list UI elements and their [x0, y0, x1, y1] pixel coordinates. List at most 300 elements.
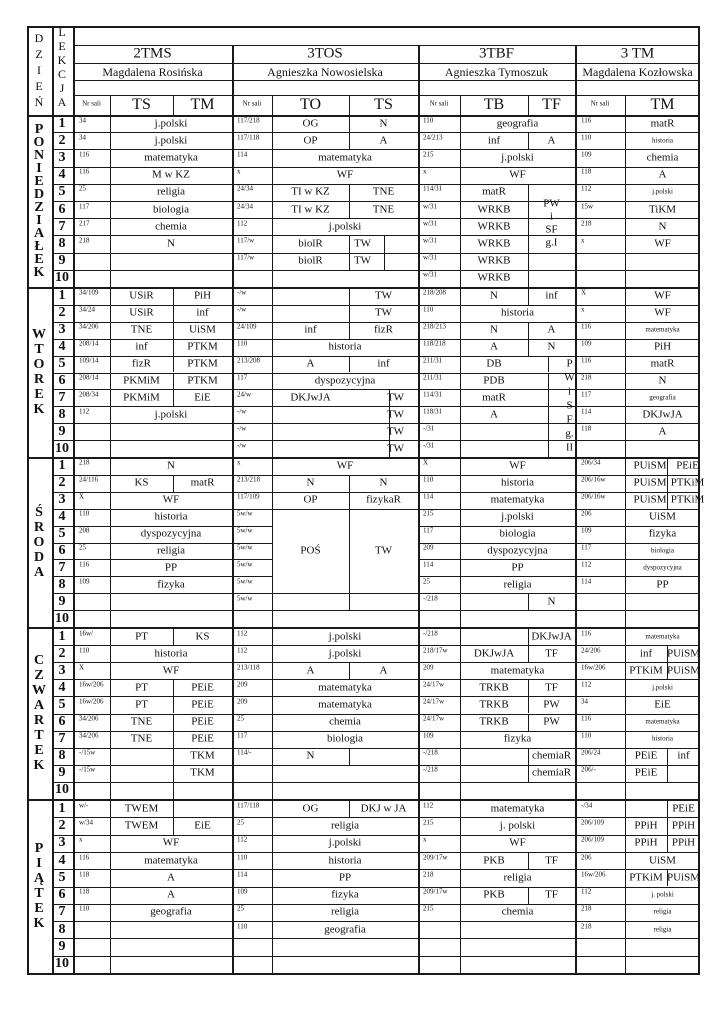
group-split — [173, 731, 174, 748]
subject: PUiSM — [666, 664, 701, 677]
day-letter: D — [33, 549, 45, 565]
subject: N — [547, 595, 556, 608]
subject: matematyka — [645, 717, 680, 726]
day-letter: I — [36, 856, 42, 871]
subject: TNE — [372, 203, 395, 216]
group-split — [173, 696, 174, 713]
lesson-number: 5 — [58, 696, 66, 712]
subject: matR — [482, 185, 506, 198]
subject: biolR — [298, 254, 323, 267]
group-separator — [528, 95, 529, 115]
room-number: x — [237, 167, 241, 176]
room-number: 116 — [581, 322, 592, 331]
subject: inf — [487, 134, 501, 147]
group-split — [528, 748, 529, 765]
subject: PW — [543, 715, 560, 728]
day-letter: E — [34, 743, 44, 758]
subject: TiKM — [648, 203, 677, 216]
subject: fizykaR — [366, 493, 401, 506]
lesson-number: 3 — [58, 835, 66, 851]
day-letter: E — [34, 387, 44, 402]
subject: j.polski — [652, 187, 673, 196]
room-number: 218 — [581, 922, 592, 931]
row-line — [52, 440, 700, 441]
row-line — [52, 731, 700, 732]
subject: PTKiM — [670, 493, 705, 506]
room-number: 110 — [581, 731, 592, 740]
room-number: 112 — [581, 560, 592, 569]
subject: j. polski — [499, 819, 536, 832]
lesson-number: 10 — [55, 270, 69, 286]
group-split — [528, 288, 529, 305]
group-split — [528, 235, 529, 252]
group-separator — [460, 95, 461, 115]
day-letter: K — [33, 758, 45, 773]
subject: j.polski — [328, 647, 362, 660]
subject: PP — [656, 578, 669, 591]
subject: OP — [303, 134, 318, 147]
subject: dyspozycyjna — [314, 374, 376, 387]
subject: PPiH — [634, 836, 658, 849]
subject: UiSM — [649, 854, 676, 867]
subject: WRKB — [477, 237, 511, 250]
subject: PTKiM — [629, 664, 663, 677]
subject: WF — [654, 289, 671, 302]
room-number: 209/17w — [423, 853, 448, 862]
subject: matematyka — [645, 632, 680, 641]
row-line — [52, 184, 700, 185]
room-number: 34/206 — [79, 714, 99, 723]
room-number: 25 — [237, 714, 244, 723]
lesson-number: 4 — [58, 167, 66, 183]
subject: PEiE — [634, 766, 658, 779]
room-number: 5w/w — [237, 543, 253, 552]
group-split — [349, 322, 350, 339]
subject: EiE — [194, 819, 211, 832]
day-letter: A — [33, 564, 45, 580]
subject: TW — [386, 391, 405, 404]
room-number: 118 — [79, 870, 90, 879]
column-line — [625, 800, 626, 973]
room-number: 109 — [423, 731, 434, 740]
room-label: Nr sali — [429, 99, 449, 108]
column-line — [418, 628, 420, 799]
subject: N — [547, 340, 556, 353]
group-split — [528, 253, 529, 270]
day-separator — [27, 799, 700, 801]
subject: PEiE — [191, 681, 214, 694]
room-number: 34/109 — [79, 288, 99, 297]
room-number: 110 — [237, 922, 248, 931]
row-line — [52, 765, 700, 766]
group-label: TF — [542, 96, 561, 113]
room-number: 114 — [237, 150, 248, 159]
group-split — [667, 817, 668, 834]
subject: N — [306, 476, 315, 489]
vertical-label: P — [566, 357, 573, 370]
lesson-number: 6 — [58, 542, 66, 558]
room-number: -/218 — [423, 594, 438, 603]
day-letter: O — [33, 134, 45, 150]
column-line — [460, 628, 461, 799]
subject: PT — [135, 681, 148, 694]
frame-top — [27, 26, 700, 28]
group-split — [667, 492, 668, 509]
room-number: 24/34 — [237, 202, 253, 211]
subject: fizyka — [648, 527, 677, 540]
lesson-number: 5 — [58, 184, 66, 200]
subject: PT — [135, 630, 148, 643]
subject: WRKB — [477, 271, 511, 284]
subject: TW — [353, 237, 372, 250]
group-split — [528, 593, 529, 610]
day-letter: I — [36, 212, 42, 228]
room-number: -/w — [237, 288, 247, 297]
subject: N — [379, 117, 388, 130]
day-letter: Z — [34, 668, 44, 683]
room-number: 112 — [581, 184, 592, 193]
group-separator — [625, 95, 626, 115]
day-letter: R — [33, 519, 45, 535]
column-line — [418, 288, 420, 457]
row-line — [52, 938, 700, 939]
subject: PEiE — [191, 732, 214, 745]
subject: dyspozycyjna — [487, 544, 548, 557]
room-number: x — [581, 236, 585, 245]
column-line — [232, 800, 234, 973]
subject: A — [306, 664, 315, 677]
group-split — [528, 322, 529, 339]
lesson-number: 9 — [58, 765, 66, 781]
subject: matematyka — [144, 854, 198, 867]
subject: N — [658, 374, 667, 387]
room-number: 109/14 — [79, 356, 99, 365]
room-number: 117 — [79, 202, 90, 211]
subject: religia — [156, 185, 186, 198]
room-number: 5w/w — [237, 560, 253, 569]
group-split — [528, 270, 529, 287]
subject: USiR — [129, 289, 154, 302]
room-number: 114 — [423, 492, 434, 501]
column-line — [460, 800, 461, 973]
subject: religia — [653, 925, 672, 934]
vertical-label: S — [566, 399, 573, 412]
room-number: 118 — [581, 167, 592, 176]
room-number: -/w — [237, 441, 247, 450]
subject: PEiE — [634, 749, 658, 762]
column-line — [575, 628, 577, 799]
room-number: 208 — [79, 526, 90, 535]
lesson-number: 2 — [58, 817, 66, 833]
room-number: 209/17w — [423, 887, 448, 896]
room-number: 215 — [423, 509, 434, 518]
subject: WRKB — [477, 254, 511, 267]
subject: religia — [330, 905, 360, 918]
room-number: 24/w — [237, 390, 251, 399]
room-number: -/w — [237, 424, 247, 433]
dzien-letter: E — [35, 79, 43, 93]
room-number: 211/31 — [423, 373, 443, 382]
room-number: 206/16w — [581, 475, 606, 484]
room-number: w/31 — [423, 270, 437, 279]
lesson-number: 4 — [58, 679, 66, 695]
subject: PiH — [653, 340, 672, 353]
lesson-number: 6 — [58, 887, 66, 903]
room-number: 218/213 — [423, 322, 446, 331]
subject: WF — [509, 168, 526, 181]
room-number: 209 — [237, 680, 248, 689]
row-line — [52, 406, 700, 407]
subject: PKB — [483, 854, 505, 867]
class-separator — [232, 45, 234, 115]
room-label: Nr sali — [82, 99, 101, 108]
subject: PKMiM — [123, 391, 160, 404]
day-letter: N — [33, 147, 45, 163]
subject: WRKB — [477, 220, 511, 233]
dzien-letter: I — [37, 63, 41, 77]
group-split — [667, 475, 668, 492]
subject: PW — [543, 698, 560, 711]
subject: matR — [650, 357, 675, 370]
lesson-number: 1 — [58, 458, 66, 474]
group-label: TM — [650, 96, 675, 113]
row-line — [52, 373, 700, 374]
room-number: 215 — [423, 150, 434, 159]
column-line — [418, 115, 420, 287]
subject: TRKB — [479, 681, 509, 694]
room-number: 213/218 — [237, 475, 260, 484]
day-letter: Ł — [34, 238, 44, 254]
room-number: 34/206 — [79, 322, 99, 331]
day-letter: T — [34, 728, 44, 743]
group-split — [528, 184, 529, 201]
row-line — [52, 339, 700, 340]
room-number: 215 — [423, 818, 434, 827]
header-line-2 — [73, 63, 700, 64]
group-split — [173, 714, 174, 731]
lesson-number: 10 — [55, 610, 69, 626]
lesson-number: 6 — [58, 201, 66, 217]
subject: biologia — [499, 527, 536, 540]
room-number: 206 — [581, 853, 592, 862]
group-separator — [349, 95, 350, 115]
subject: fizR — [374, 323, 393, 336]
room-number: 117/w — [237, 236, 255, 245]
vertical-label: g. — [565, 427, 574, 440]
room-number: w/31 — [423, 253, 437, 262]
day-letter: K — [33, 916, 45, 931]
lesson-number: 7 — [58, 218, 66, 234]
vertical-label: i — [549, 210, 554, 223]
column-line — [460, 115, 461, 287]
subject: WF — [509, 459, 526, 472]
lekcja-letter: K — [57, 53, 67, 67]
group-label: TB — [483, 96, 505, 113]
group-split — [667, 835, 668, 852]
subject: geografia — [150, 905, 192, 918]
column-line — [575, 115, 577, 287]
row-line — [52, 679, 700, 680]
subject: inf — [639, 647, 653, 660]
subject: N — [658, 220, 667, 233]
lesson-number: 2 — [58, 305, 66, 321]
subject: PUiSM — [633, 493, 667, 506]
subject: PUiSM — [666, 871, 701, 884]
subject: fizyka — [331, 888, 359, 901]
column-line — [625, 628, 626, 799]
lekcja-letter: E — [58, 39, 66, 53]
group-split — [349, 253, 350, 270]
room-number: -/31 — [423, 441, 435, 450]
day-letter: W — [32, 683, 46, 698]
group-split — [528, 628, 529, 645]
room-number: 112 — [237, 629, 248, 638]
subject: TRKB — [479, 715, 509, 728]
subject: PTKM — [187, 374, 218, 387]
room-number: X — [581, 288, 587, 297]
row-line — [52, 201, 700, 202]
subject: PUiSM — [666, 647, 701, 660]
day-letter: E — [34, 173, 44, 189]
room-number: 34/24 — [79, 305, 95, 314]
subject: biologia — [152, 203, 190, 216]
group-label: TM — [190, 96, 215, 113]
group-label: TS — [374, 96, 393, 113]
subject: fizyka — [157, 578, 185, 591]
group-split — [528, 645, 529, 662]
room-number: 117 — [423, 526, 434, 535]
subject: WF — [509, 836, 526, 849]
room-number: 116 — [581, 116, 592, 125]
subject: UiSM — [189, 323, 216, 336]
row-line — [52, 149, 700, 150]
day-letter: I — [36, 160, 42, 176]
group-split — [173, 782, 174, 799]
subject: WF — [654, 237, 671, 250]
column-line — [575, 288, 577, 457]
lesson-number: 2 — [58, 645, 66, 661]
subject: dyspozycyjna — [643, 563, 682, 572]
room-number: 118 — [79, 887, 90, 896]
lekcja-letter: C — [57, 67, 67, 81]
group-split — [173, 356, 174, 373]
room-number: 25 — [423, 577, 430, 586]
row-line — [52, 322, 700, 323]
group-split — [548, 389, 549, 406]
subject: matematyka — [490, 802, 545, 815]
subject: chemiaR — [531, 749, 572, 762]
subject: USiR — [129, 306, 154, 319]
subject: geografia — [649, 393, 676, 402]
room-number: 218 — [581, 219, 592, 228]
lesson-number: 7 — [58, 731, 66, 747]
row-line — [52, 305, 700, 306]
subject: j.polski — [501, 151, 534, 164]
group-split — [173, 628, 174, 645]
subject: N — [379, 476, 388, 489]
lesson-number: 4 — [58, 339, 66, 355]
subject: matematyka — [645, 325, 680, 334]
subject: WF — [654, 306, 671, 319]
lesson-number: 7 — [58, 559, 66, 575]
room-number: 116 — [79, 167, 90, 176]
room-number: -/w — [237, 305, 247, 314]
room-number: 34 — [581, 697, 588, 706]
room-number: 109 — [237, 887, 248, 896]
room-number: 114/- — [237, 748, 252, 757]
room-number: 16w/206 — [581, 870, 606, 879]
column-line — [110, 288, 111, 457]
lesson-number: 10 — [55, 440, 69, 456]
vertical-label: g.I — [545, 236, 558, 249]
group-split — [173, 322, 174, 339]
subject: A — [547, 134, 556, 147]
group-separator — [110, 95, 111, 115]
room-number: x — [423, 167, 427, 176]
room-number: X — [79, 492, 85, 501]
room-number: w/34 — [79, 818, 93, 827]
day-letter: W — [32, 327, 46, 342]
subject: TI w KZ — [291, 203, 330, 216]
subject: matR — [650, 117, 675, 130]
subject: N — [167, 459, 175, 472]
row-line — [52, 748, 700, 749]
subject: OP — [303, 493, 318, 506]
subject: EiE — [194, 391, 211, 404]
column-line — [232, 628, 234, 799]
column-line — [272, 288, 273, 457]
group-split — [349, 132, 350, 149]
subject: PiH — [193, 289, 212, 302]
lesson-number: 9 — [58, 939, 66, 955]
room-number: 208/34 — [79, 390, 99, 399]
room-number: 117/w — [237, 253, 255, 262]
room-number: 118/31 — [423, 407, 443, 416]
group-split — [528, 679, 529, 696]
room-number: 117 — [581, 390, 592, 399]
subject: PTKiM — [629, 871, 663, 884]
room-number: 218 — [423, 870, 434, 879]
room-number: 24/17w — [423, 714, 444, 723]
room-number: 206/109 — [581, 818, 604, 827]
group-split — [528, 132, 529, 149]
column-line — [110, 458, 111, 627]
column-line — [272, 800, 273, 973]
subject: TF — [545, 647, 558, 660]
group-split — [528, 887, 529, 904]
group-label: TO — [299, 96, 322, 113]
room-number: 16w/206 — [79, 680, 104, 689]
subject: TNE — [372, 185, 395, 198]
room-label: Nr sali — [242, 99, 262, 108]
row-line — [52, 270, 700, 271]
subject: j.polski — [154, 408, 188, 421]
day-letter: A — [33, 698, 45, 713]
room-number: 206 — [581, 509, 592, 518]
subject: inf — [196, 306, 209, 319]
day-letter: Z — [34, 199, 44, 215]
subject: chemia — [329, 715, 361, 728]
lesson-number: 4 — [58, 509, 66, 525]
day-letter: R — [33, 372, 45, 387]
room-number: x — [581, 305, 585, 314]
subject: PTKM — [187, 357, 218, 370]
subject: PUiSM — [633, 476, 667, 489]
room-number: 117 — [237, 731, 248, 740]
subject: N — [490, 289, 498, 302]
lesson-number: 1 — [58, 115, 66, 131]
lesson-number: 6 — [58, 714, 66, 730]
